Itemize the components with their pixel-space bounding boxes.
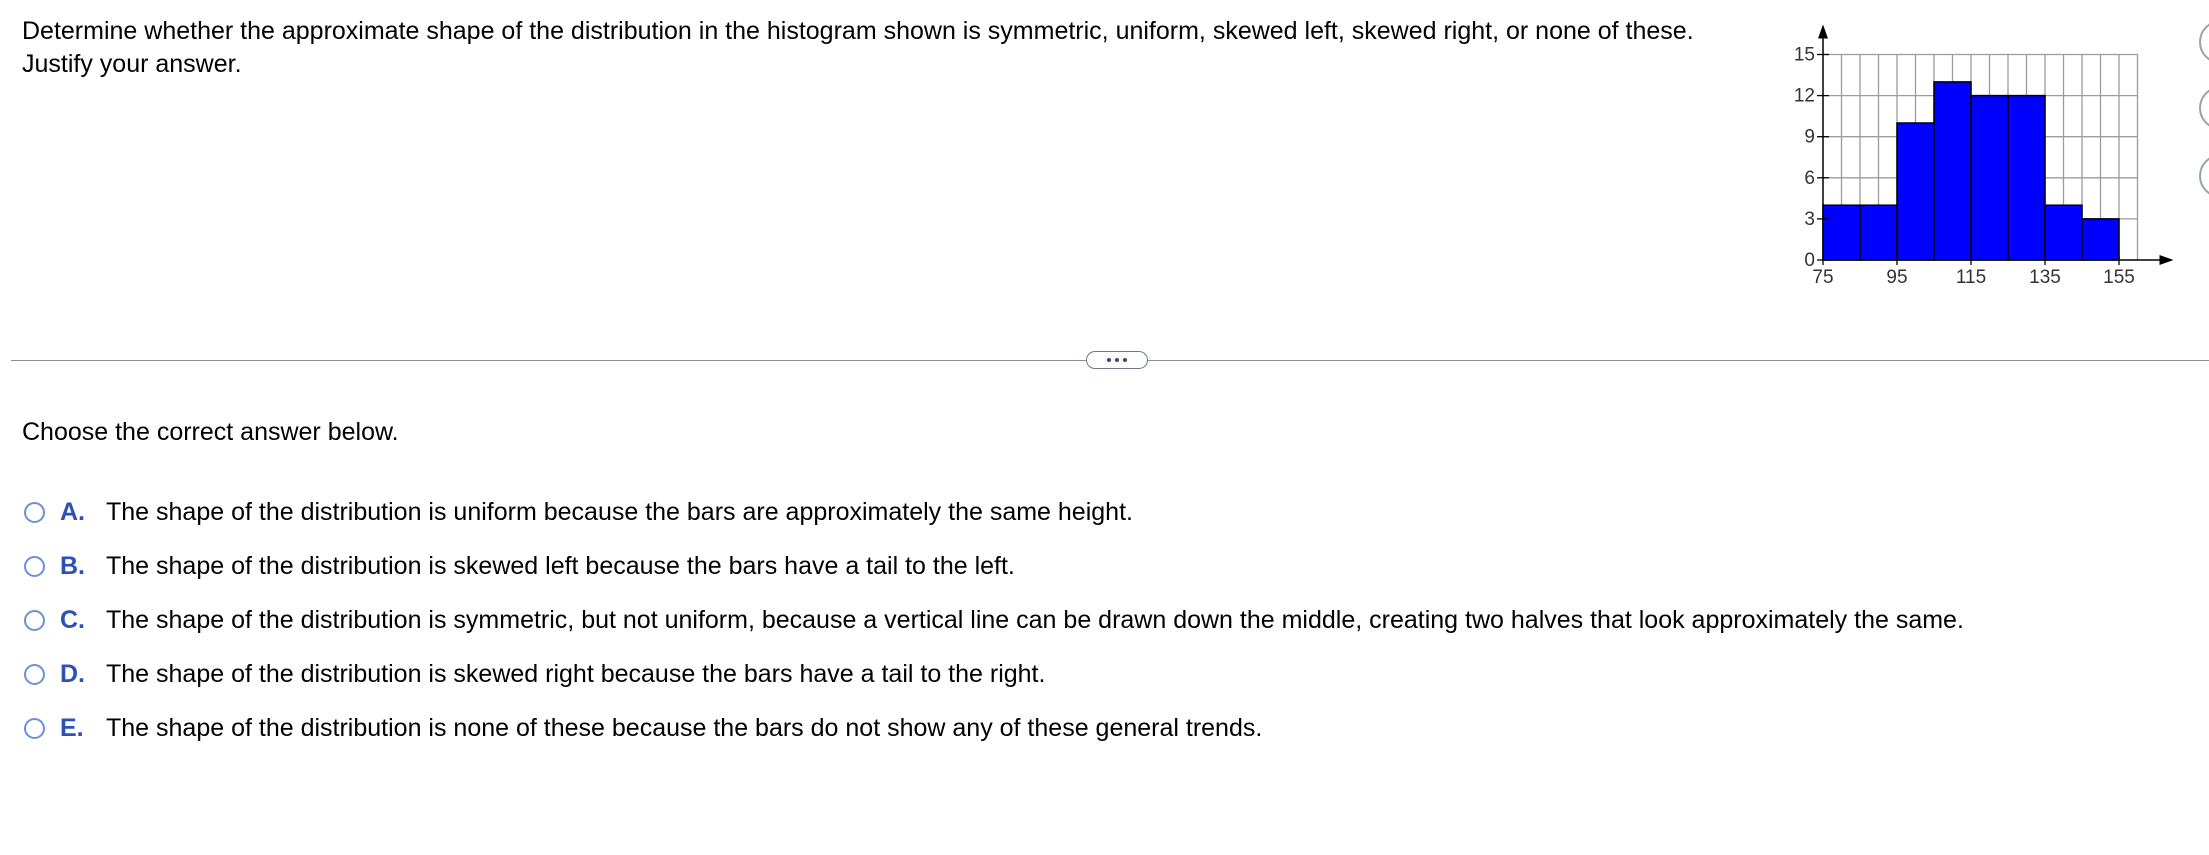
y-tick-label: 6 xyxy=(1804,167,1815,189)
option-letter: B. xyxy=(60,551,85,580)
answer-option-d[interactable] xyxy=(24,656,1045,692)
option-letter: C. xyxy=(60,605,85,634)
x-tick-label: 95 xyxy=(1886,267,1908,288)
histogram-bar xyxy=(1934,82,1971,260)
option-text: The shape of the distribution is none of these because the bars do not show any of these general trends. xyxy=(106,713,1263,742)
histogram-chart xyxy=(1760,0,2200,310)
histogram-bar xyxy=(2045,205,2082,260)
x-axis-arrow-icon xyxy=(2160,255,2174,265)
x-tick-label: 115 xyxy=(1955,267,1987,288)
radio-unchecked-icon[interactable] xyxy=(24,610,45,631)
expand-button[interactable] xyxy=(1086,351,1148,369)
y-tick-label: 12 xyxy=(1793,85,1815,107)
histogram-bar xyxy=(1823,205,1860,260)
x-tick-label: 75 xyxy=(1812,267,1834,288)
radio-unchecked-icon[interactable] xyxy=(24,718,45,739)
x-tick-label: 135 xyxy=(2029,267,2061,288)
answer-option-a[interactable] xyxy=(24,494,1133,530)
histogram-bar xyxy=(1897,123,1934,260)
option-letter: A. xyxy=(60,497,85,526)
radio-unchecked-icon[interactable] xyxy=(24,556,45,577)
histogram-bar xyxy=(2008,96,2045,260)
question-text: Determine whether the approximate shape of the distribution in the histogram shown is symmetric, uniform, skewed left, skewed right, or none of these. Justify your answer. xyxy=(22,17,1694,78)
side-tool-button[interactable] xyxy=(2199,86,2209,130)
histogram-bar xyxy=(2082,219,2119,260)
answer-option-c[interactable] xyxy=(24,602,1964,638)
y-tick-label: 15 xyxy=(1793,44,1815,66)
side-tool-button[interactable] xyxy=(2199,20,2209,64)
option-letter: E. xyxy=(60,713,84,742)
radio-unchecked-icon[interactable] xyxy=(24,664,45,685)
option-text: The shape of the distribution is symmetric, but not uniform, because a vertical line can be drawn down the middle, creating two halves that look approximately the same. xyxy=(106,605,1964,634)
ellipsis-icon xyxy=(1115,358,1119,362)
x-tick-label: 155 xyxy=(2103,267,2135,288)
answer-prompt: Choose the correct answer below. xyxy=(22,418,399,446)
side-tool-button[interactable] xyxy=(2199,154,2209,198)
y-axis-arrow-icon xyxy=(1818,25,1828,39)
answer-option-b[interactable] xyxy=(24,548,1015,584)
option-text: The shape of the distribution is skewed left because the bars have a tail to the left. xyxy=(106,551,1015,580)
option-text: The shape of the distribution is skewed right because the bars have a tail to the right. xyxy=(106,659,1046,688)
y-tick-label: 9 xyxy=(1804,126,1815,148)
ellipsis-icon xyxy=(1107,358,1111,362)
y-tick-label: 3 xyxy=(1804,208,1815,230)
option-letter: D. xyxy=(60,659,85,688)
ellipsis-icon xyxy=(1123,358,1127,362)
answer-option-e[interactable] xyxy=(24,710,1262,746)
y-tick-label: 0 xyxy=(1804,250,1815,271)
option-text: The shape of the distribution is uniform because the bars are approximately the same height. xyxy=(106,497,1133,526)
radio-unchecked-icon[interactable] xyxy=(24,502,45,523)
histogram-bar xyxy=(1971,96,2008,260)
histogram-bar xyxy=(1860,205,1897,260)
